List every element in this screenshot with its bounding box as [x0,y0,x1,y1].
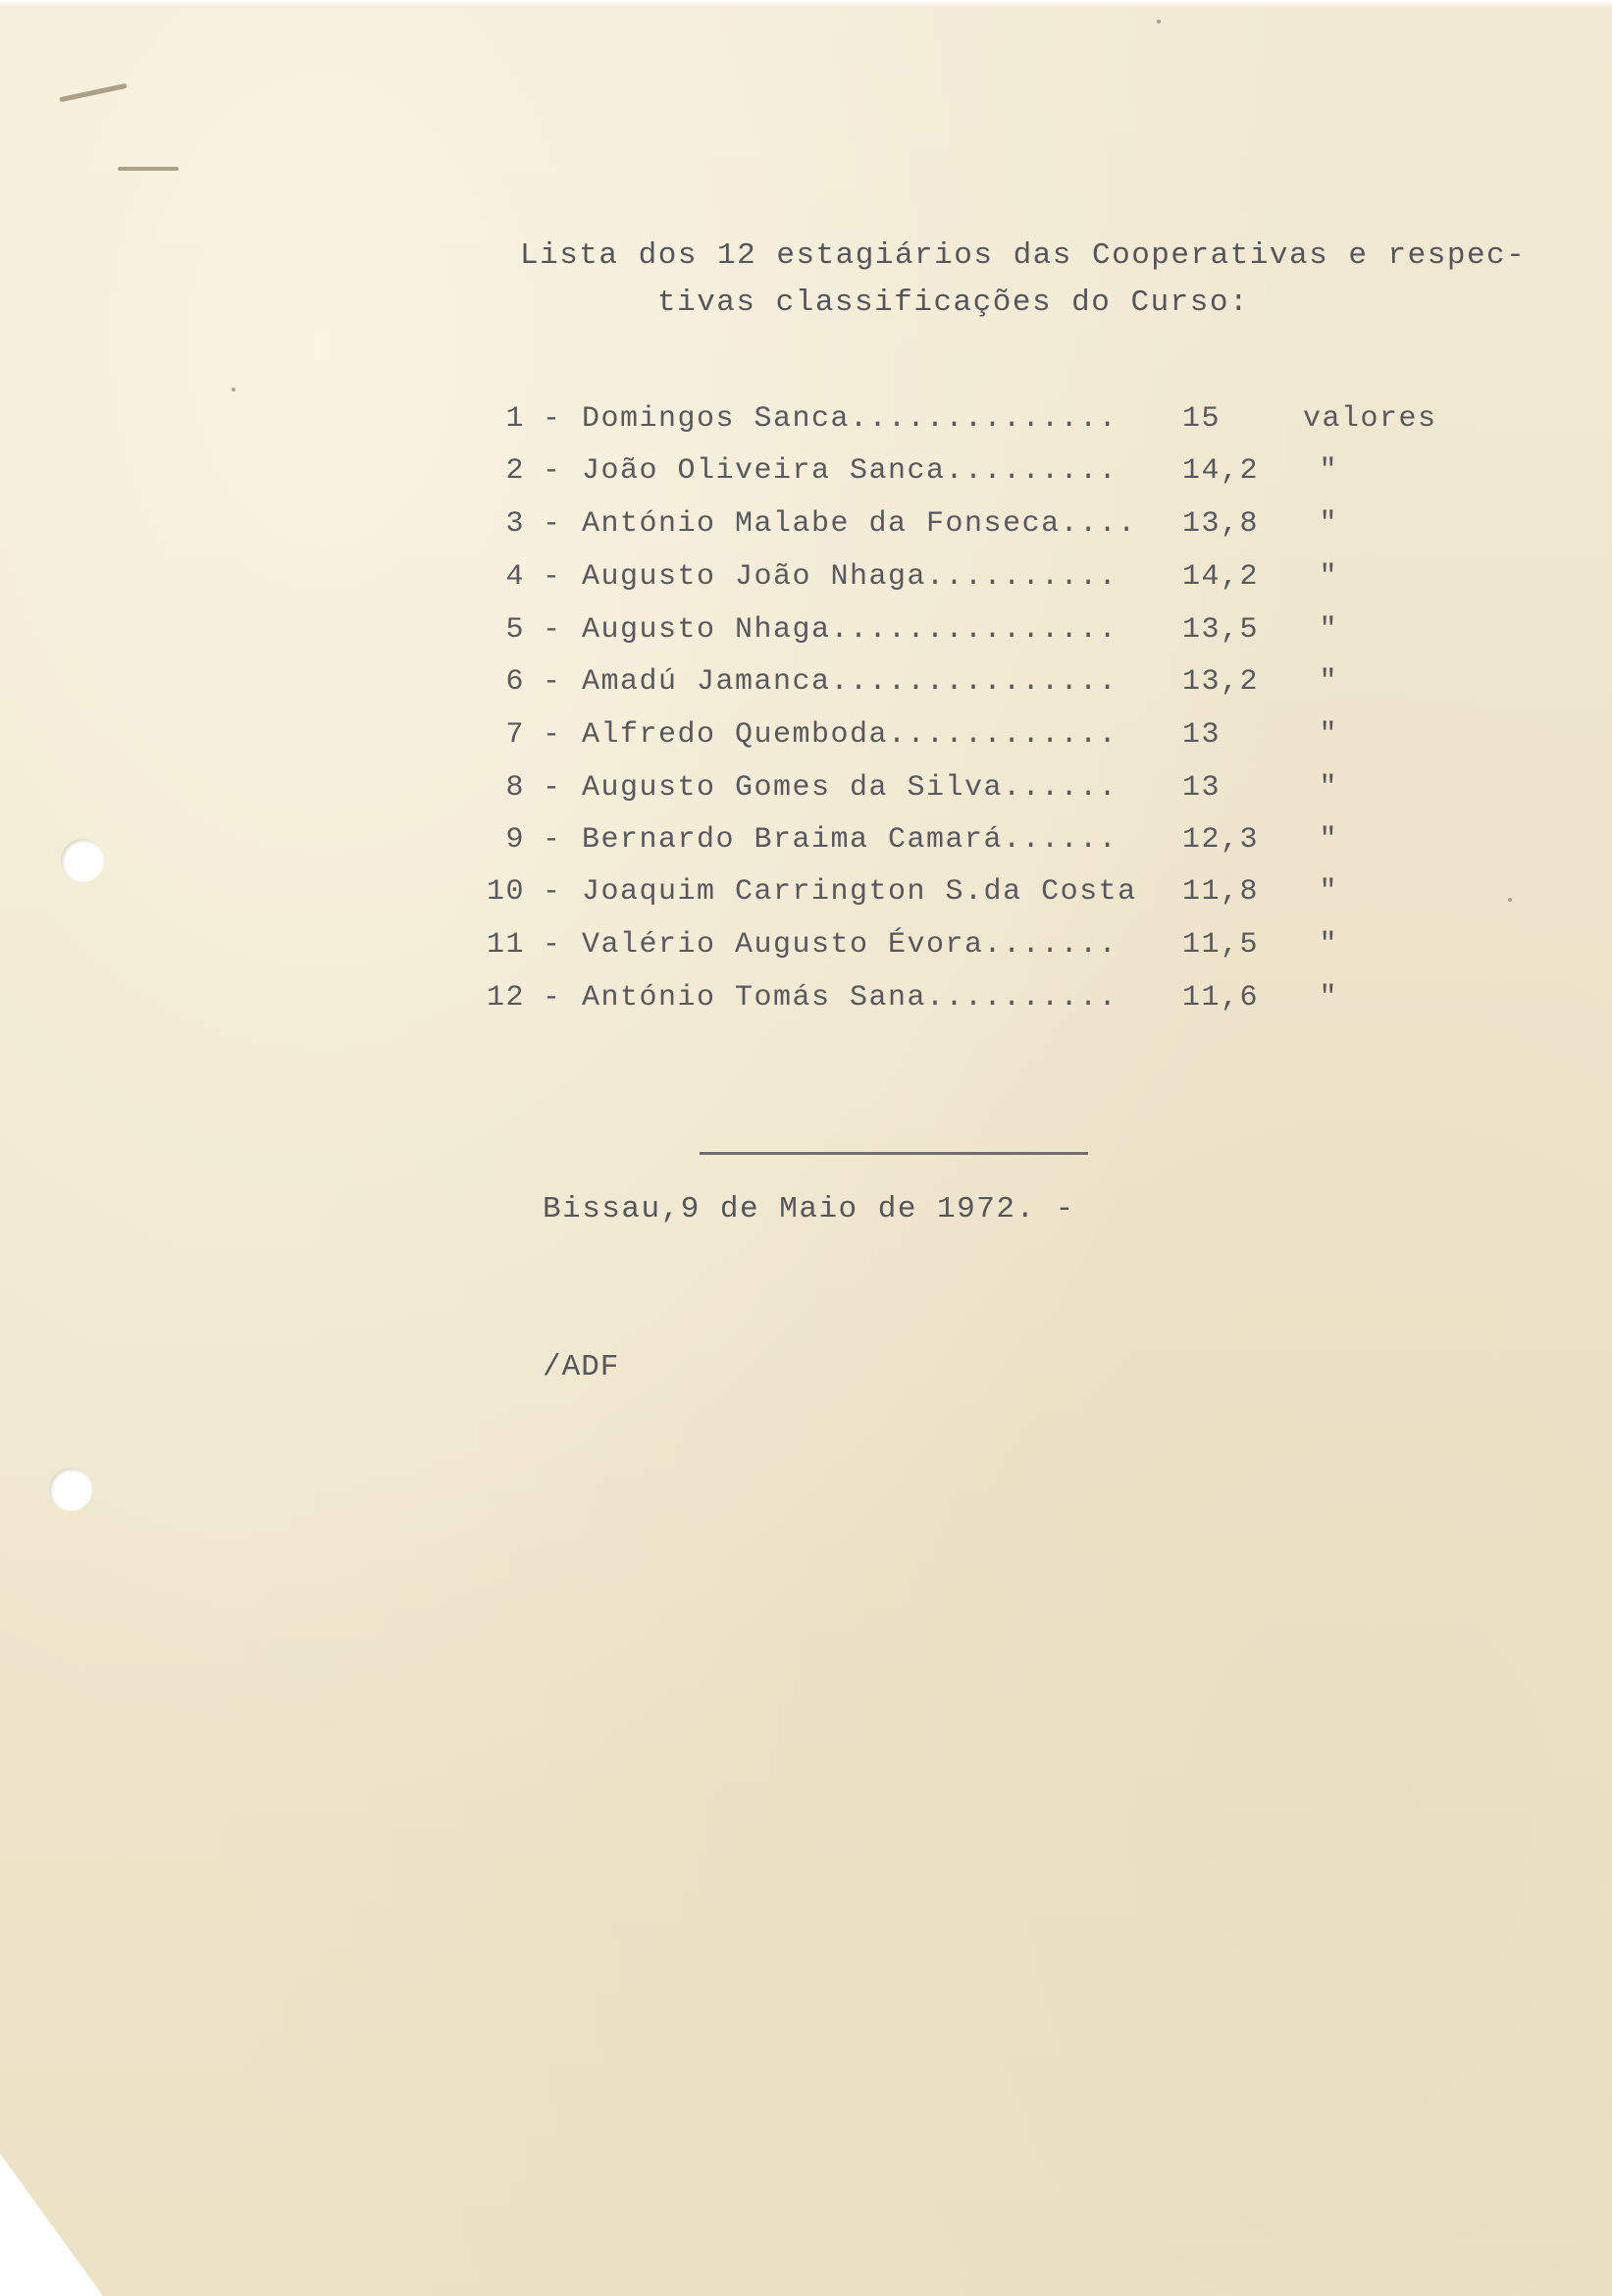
place-and-date: Bissau,9 de Maio de 1972. - [543,1192,1075,1226]
ditto-mark: " [1319,771,1338,805]
entry-number: 7 [505,718,525,752]
entry-dash: - [543,981,562,1015]
entry-grade: 14,2 [1182,560,1260,594]
entry-name: João Oliveira Sanca......... [582,454,1118,488]
entry-unit: valores [1303,402,1437,436]
entry-name: Joaquim Carrington S.da Costa [582,875,1137,909]
heading-line-1: Lista dos 12 estagiários das Cooperativas e respec- [520,238,1527,273]
entry-dash: - [543,665,562,699]
entry-number: 8 [505,771,525,805]
paper-tear-mark [118,167,179,171]
entry-number: 12 [486,981,525,1015]
paper-speck [232,388,235,391]
ditto-mark: " [1319,928,1338,962]
ditto-mark: " [1319,875,1338,909]
entry-dash: - [543,928,562,962]
entry-name: Augusto Gomes da Silva...... [582,771,1118,805]
heading-line-2: tivas classificações do Curso: [657,286,1250,320]
entry-dash: - [543,823,562,857]
ditto-mark: " [1319,507,1338,541]
entry-name: Augusto João Nhaga.......... [582,560,1118,594]
entry-name: Valério Augusto Évora....... [582,928,1118,962]
document-heading [520,233,1570,327]
entry-grade: 12,3 [1182,823,1260,857]
paper-speck [1157,20,1161,24]
ditto-mark: " [1319,613,1338,647]
entry-name: António Tomás Sana.......... [582,981,1118,1015]
entry-grade: 13,8 [1182,507,1260,541]
entry-grade: 15 [1182,402,1222,436]
entry-number: 10 [486,875,525,909]
punch-hole [61,839,104,882]
entry-name: Alfredo Quemboda............ [582,718,1118,752]
entry-number: 3 [505,507,525,541]
ditto-mark: " [1319,823,1338,857]
entry-name: Augusto Nhaga............... [582,613,1118,647]
entry-grade: 13,5 [1182,613,1260,647]
entry-dash: - [543,771,562,805]
ditto-mark: " [1319,454,1338,488]
entry-dash: - [543,454,562,488]
paper-top-edge [0,0,1612,8]
entry-grade: 11,6 [1182,981,1260,1015]
entry-grade: 13,2 [1182,665,1260,699]
entry-grade: 11,8 [1182,875,1260,909]
entry-name: Domingos Sanca.............. [582,402,1118,436]
ditto-mark: " [1319,718,1338,752]
entry-number: 11 [486,928,525,962]
entry-number: 2 [505,454,525,488]
entry-name: Bernardo Braima Camará...... [582,823,1118,857]
entry-grade: 11,5 [1182,928,1260,962]
ditto-mark: " [1319,560,1338,594]
entry-dash: - [543,560,562,594]
entry-dash: - [543,507,562,541]
paper-tear-mark [59,83,128,102]
entry-dash: - [543,402,562,436]
paper-speck [1508,898,1512,902]
entry-grade: 14,2 [1182,454,1260,488]
entry-number: 4 [505,560,525,594]
ditto-mark: " [1319,665,1338,699]
entry-number: 5 [505,613,525,647]
entry-number: 6 [505,665,525,699]
folded-corner [0,2154,103,2296]
entry-number: 9 [505,823,525,857]
author-initials: /ADF [543,1350,620,1384]
entry-dash: - [543,613,562,647]
entry-number: 1 [505,402,525,436]
entry-dash: - [543,718,562,752]
ditto-mark: " [1319,981,1338,1015]
entry-grade: 13 [1182,771,1222,805]
horizontal-divider [700,1152,1088,1155]
entry-grade: 13 [1182,718,1222,752]
entry-name: António Malabe da Fonseca.... [582,507,1137,541]
entry-name: Amadú Jamanca............... [582,665,1118,699]
entry-dash: - [543,875,562,909]
punch-hole [49,1468,92,1511]
